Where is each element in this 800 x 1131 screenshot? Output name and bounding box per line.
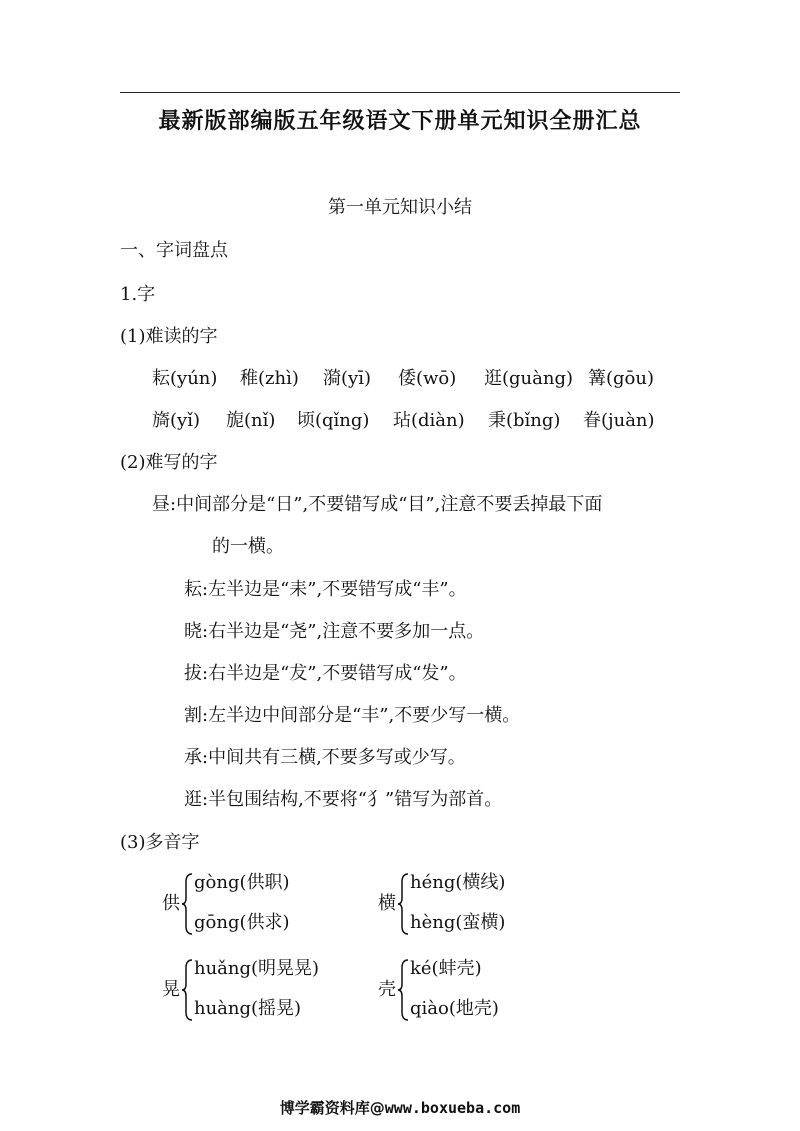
polyphone-reading: huàng(摇晃) (194, 998, 302, 1019)
polyphone-char: 晃 (162, 979, 180, 1000)
polyphone-reading: ké(蚌壳) (410, 958, 482, 979)
read-item: 顷(qǐng) (297, 410, 370, 431)
footer-watermark (0, 1097, 800, 1118)
top-rule (120, 92, 680, 93)
polyphone-char: 横 (378, 893, 396, 914)
part-heading-hard-to-read: (1)难读的字 (120, 326, 218, 347)
write-note: 承:中间共有三横,不要多写或少写。 (184, 747, 466, 768)
brace-icon (396, 958, 410, 1022)
polyphone-reading: gōng(供求) (194, 912, 290, 933)
footer-brand: 博学霸资料库@ (279, 1099, 385, 1117)
write-note: 逛:半包围结构,不要将“犭”错写为部首。 (184, 789, 503, 810)
brace-icon (396, 872, 410, 936)
polyphone-char: 供 (162, 893, 180, 914)
brace-icon (180, 958, 194, 1022)
section-heading: 一、字词盘点 (120, 240, 228, 261)
part-heading-polyphones: (3)多音字 (120, 832, 200, 853)
polyphone-reading: huǎng(明晃晃) (194, 958, 320, 979)
unit-subtitle: 第一单元知识小结 (328, 197, 472, 218)
write-note: 晓:右半边是“尧”,注意不要多加一点。 (184, 621, 485, 642)
read-item: 旖(yǐ) (152, 410, 200, 431)
write-note: 昼:中间部分是“日”,不要错写成“目”,注意不要丢掉最下面 (152, 494, 603, 515)
write-note: 割:左半边中间部分是“丰”,不要少写一横。 (184, 705, 521, 726)
write-note: 耘:左半边是“耒”,不要错写成“丰”。 (184, 579, 467, 600)
subsection-heading: 1.字 (120, 284, 156, 305)
part-heading-hard-to-write: (2)难写的字 (120, 452, 218, 473)
read-item: 篝(gōu) (588, 368, 654, 389)
read-item: 旎(nǐ) (226, 410, 276, 431)
read-item: 漪(yī) (323, 368, 371, 389)
polyphone-reading: héng(横线) (410, 872, 506, 893)
polyphone-reading: hèng(蛮横) (410, 912, 506, 933)
document-title: 最新版部编版五年级语文下册单元知识全册汇总 (158, 109, 642, 134)
read-item: 眷(juàn) (583, 410, 655, 431)
polyphone-reading: qiào(地壳) (410, 998, 499, 1019)
footer-url[interactable]: www.boxueba.com (384, 1099, 521, 1117)
read-item: 秉(bǐng) (488, 410, 561, 431)
write-note: 拔:右半边是“犮”,不要错写成“发”。 (184, 663, 467, 684)
write-note: 的一横。 (212, 536, 284, 557)
read-item: 玷(diàn) (393, 410, 465, 431)
brace-icon (180, 872, 194, 936)
read-item: 稚(zhì) (240, 368, 299, 389)
read-item: 逛(guàng) (484, 368, 574, 389)
read-item: 倭(wō) (398, 368, 457, 389)
polyphone-reading: gòng(供职) (194, 872, 290, 893)
read-item: 耘(yún) (152, 368, 218, 389)
polyphone-char: 壳 (378, 979, 396, 1000)
